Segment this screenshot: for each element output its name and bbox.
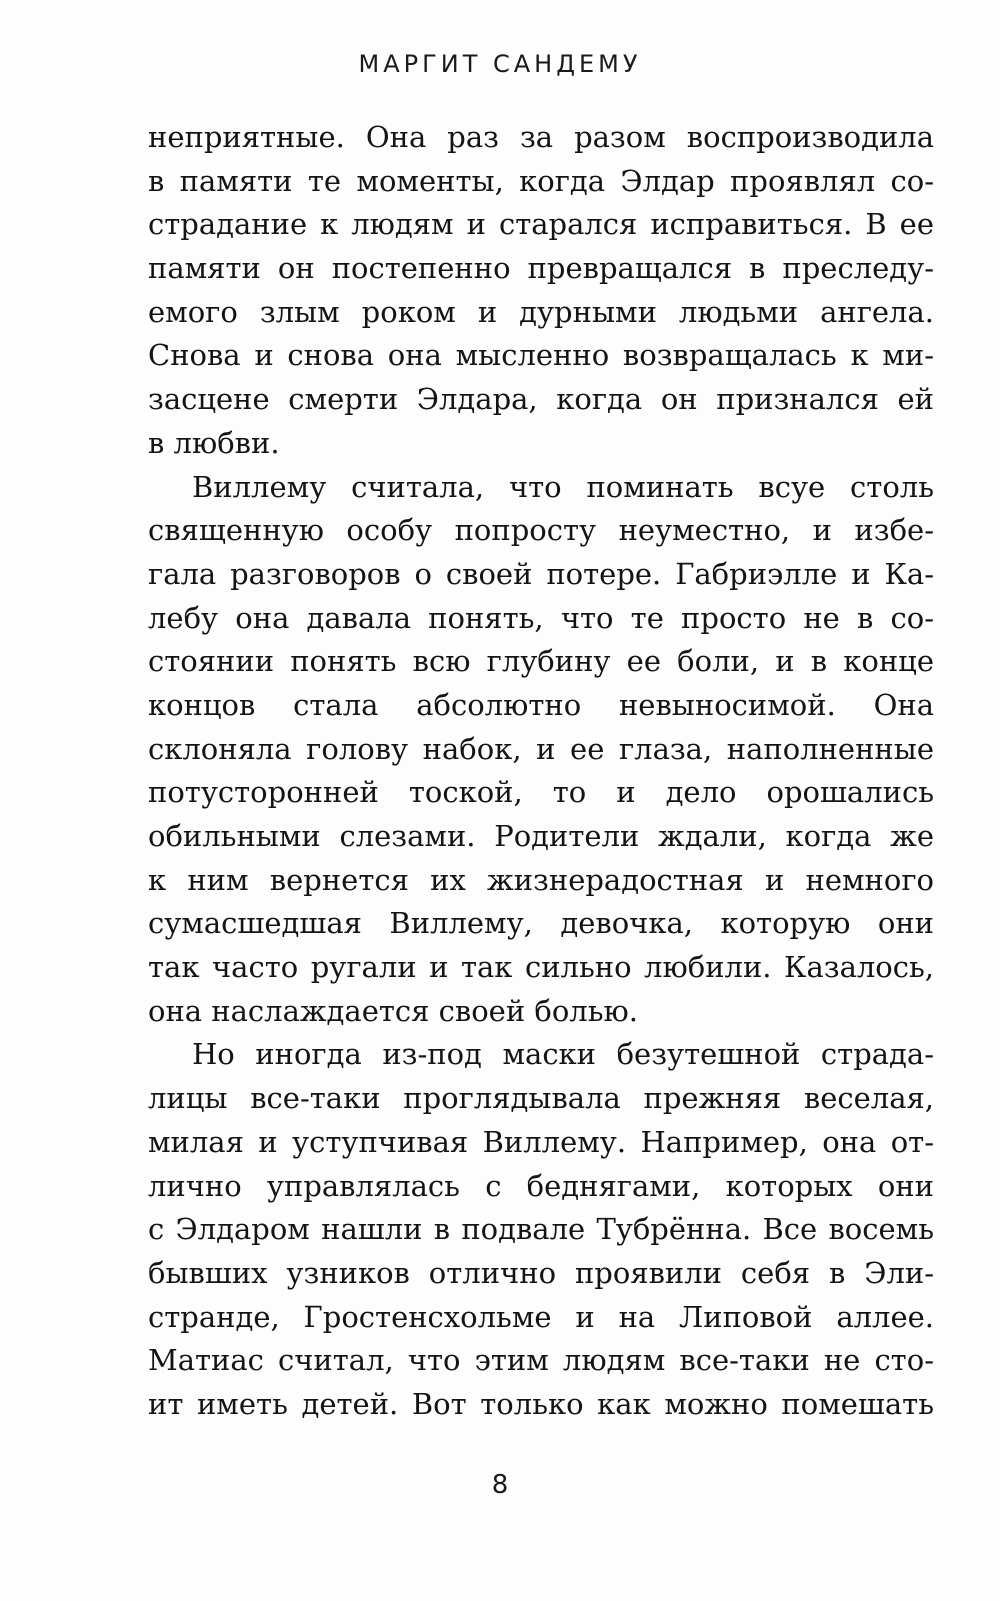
text-line: засцене смерти Элдара, когда он признался ей [148,382,934,417]
text-line: бывших узников отлично проявили себя в Эли- [148,1255,934,1290]
text-line: милая и уступчивая Виллему. Например, она от- [148,1124,934,1159]
text-line: Матиас считал, что этим людям все-таки не сто- [148,1343,934,1378]
text-line: в любви. [148,425,280,460]
text-line: в памяти те моменты, когда Элдар проявлял со- [148,163,934,198]
text-line: склоняла голову набок, и ее глаза, наполненные [148,731,934,766]
text-line: она наслаждается своей болью. [148,993,638,1028]
text-line: потусторонней тоской, то и дело орошались [148,775,934,810]
text-line: с Элдаром нашли в подвале Тубрённа. Все восемь [148,1212,934,1247]
text-line: Виллему считала, что поминать всуе столь [192,469,934,504]
text-line: так часто ругали и так сильно любили. Казалось, [148,950,934,985]
text-line: ит иметь детей. Вот только как можно помешать [148,1386,934,1421]
page-number: 8 [491,1470,509,1500]
text-line: неприятные. Она раз за разом воспроизводила [148,120,934,154]
text-line: странде, Гростенсхольме и на Липовой аллее. [148,1299,934,1334]
text-line: Снова и снова она мысленно возвращалась к ми- [148,338,934,373]
text-line: лицы все-таки проглядывала прежняя веселая, [148,1081,934,1116]
body-text [148,116,934,1427]
text-line: сумасшедшая Виллему, девочка, которую они [148,906,934,941]
text-line: гала разговоров о своей потере. Габриэлле и Ка- [148,556,934,591]
text-line: концов стала абсолютно невыносимой. Она [148,687,934,722]
text-line: Но иногда из-под маски безутешной страда- [192,1037,934,1072]
text-line: лебу она давала понять, что те просто не в со- [148,600,934,635]
text-line: к ним вернется их жизнерадостная и немного [148,862,934,897]
text-line: обильными слезами. Родители ждали, когда же [148,819,934,853]
text-line: лично управлялась с беднягами, которых они [148,1168,934,1203]
text-line: страдание к людям и старался исправиться. В ее [148,207,934,242]
running-head: МАРГИТ САНДЕМУ [358,50,642,78]
text-line: емого злым роком и дурными людьми ангела. [148,294,934,329]
text-line: священную особу попросту неуместно, и избе- [148,513,934,548]
text-line: стоянии понять всю глубину ее боли, и в конце [148,644,934,679]
text-line: памяти он постепенно превращался в преследу- [148,251,934,286]
